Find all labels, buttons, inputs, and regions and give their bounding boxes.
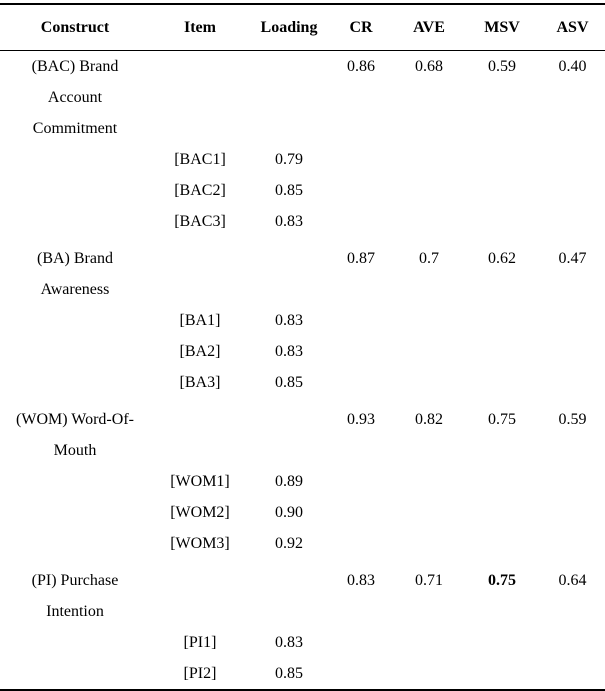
empty-cell — [328, 144, 394, 175]
item-code: [PI1] — [183, 634, 217, 651]
construct-name — [0, 398, 150, 466]
empty-cell — [150, 237, 250, 305]
item-row — [0, 206, 605, 237]
empty-cell — [464, 206, 540, 237]
empty-cell — [250, 51, 328, 145]
empty-cell — [464, 175, 540, 206]
empty-cell — [540, 175, 605, 206]
empty-cell — [328, 305, 394, 336]
empty-cell — [328, 497, 394, 528]
ave-value: 0.7 — [419, 250, 439, 267]
msv-value: 0.75 — [488, 411, 516, 428]
asv-value: 0.59 — [558, 411, 587, 428]
item-loading: 0.83 — [275, 343, 303, 360]
empty-cell — [0, 175, 150, 206]
ave-value: 0.71 — [415, 572, 443, 589]
item-row — [0, 528, 605, 559]
empty-cell — [328, 367, 394, 398]
construct-name-line: (BA) Brand — [37, 250, 113, 267]
empty-cell — [0, 336, 150, 367]
header-ave: AVE — [413, 18, 445, 36]
item-loading: 0.83 — [275, 312, 303, 329]
construct-name-line: Awareness — [40, 281, 110, 298]
empty-cell — [394, 175, 464, 206]
construct-name — [0, 559, 150, 627]
header-construct: Construct — [40, 18, 110, 36]
cr-value: 0.83 — [347, 572, 375, 589]
empty-cell — [540, 206, 605, 237]
empty-cell — [0, 466, 150, 497]
construct-name-line: (BAC) Brand — [31, 58, 119, 75]
construct-row — [0, 559, 605, 627]
item-row — [0, 305, 605, 336]
msv-value: 0.59 — [488, 58, 516, 75]
item-loading: 0.85 — [275, 374, 303, 391]
item-code: [PI2] — [183, 665, 217, 682]
item-loading: 0.89 — [275, 473, 303, 490]
empty-cell — [464, 367, 540, 398]
item-code: [WOM3] — [170, 535, 230, 552]
header-cr: CR — [349, 18, 373, 36]
empty-cell — [464, 144, 540, 175]
empty-cell — [0, 144, 150, 175]
item-code: [BAC2] — [174, 182, 226, 199]
construct-name-line: Commitment — [32, 120, 118, 137]
construct-name-line: (PI) Purchase — [31, 572, 119, 589]
header-loading: Loading — [260, 18, 318, 36]
empty-cell — [0, 497, 150, 528]
empty-cell — [464, 627, 540, 658]
empty-cell — [464, 336, 540, 367]
construct-row — [0, 237, 605, 305]
empty-cell — [540, 367, 605, 398]
item-code: [BA3] — [179, 374, 221, 391]
empty-cell — [540, 658, 605, 690]
header-item: Item — [184, 18, 216, 36]
table-body — [0, 51, 605, 691]
empty-cell — [328, 627, 394, 658]
empty-cell — [250, 559, 328, 627]
item-loading: 0.85 — [275, 182, 303, 199]
construct-name-line: Intention — [46, 603, 104, 620]
msv-value: 0.62 — [488, 250, 516, 267]
empty-cell — [394, 658, 464, 690]
cr-value: 0.93 — [347, 411, 375, 428]
empty-cell — [540, 497, 605, 528]
empty-cell — [540, 627, 605, 658]
item-loading: 0.83 — [275, 634, 303, 651]
item-loading: 0.85 — [275, 665, 303, 682]
empty-cell — [540, 528, 605, 559]
item-loading: 0.92 — [275, 535, 303, 552]
construct-name-line: Mouth — [53, 442, 97, 459]
item-code: [BA1] — [179, 312, 221, 329]
empty-cell — [540, 336, 605, 367]
empty-cell — [250, 398, 328, 466]
item-row — [0, 336, 605, 367]
asv-value: 0.47 — [558, 250, 587, 267]
empty-cell — [394, 367, 464, 398]
header-row — [0, 4, 605, 51]
ave-value: 0.82 — [415, 411, 443, 428]
item-code: [BAC3] — [174, 213, 226, 230]
item-row — [0, 175, 605, 206]
empty-cell — [150, 559, 250, 627]
validity-table — [0, 3, 605, 691]
empty-cell — [464, 466, 540, 497]
empty-cell — [540, 144, 605, 175]
empty-cell — [394, 497, 464, 528]
empty-cell — [328, 175, 394, 206]
empty-cell — [394, 206, 464, 237]
construct-name-line: Account — [47, 89, 103, 106]
item-loading: 0.83 — [275, 213, 303, 230]
msv-value: 0.75 — [488, 572, 516, 589]
item-row — [0, 658, 605, 690]
asv-value: 0.64 — [558, 572, 587, 589]
empty-cell — [0, 305, 150, 336]
construct-name — [0, 51, 150, 145]
empty-cell — [540, 305, 605, 336]
empty-cell — [0, 206, 150, 237]
empty-cell — [464, 497, 540, 528]
empty-cell — [394, 305, 464, 336]
empty-cell — [0, 367, 150, 398]
empty-cell — [464, 305, 540, 336]
construct-name-line: (WOM) Word-Of- — [16, 411, 134, 428]
empty-cell — [328, 528, 394, 559]
ave-value: 0.68 — [415, 58, 443, 75]
item-code: [BAC1] — [174, 151, 226, 168]
item-row — [0, 367, 605, 398]
empty-cell — [394, 144, 464, 175]
empty-cell — [150, 51, 250, 145]
construct-name — [0, 237, 150, 305]
empty-cell — [150, 398, 250, 466]
empty-cell — [394, 336, 464, 367]
item-row — [0, 627, 605, 658]
cr-value: 0.86 — [347, 58, 375, 75]
empty-cell — [328, 336, 394, 367]
asv-value: 0.40 — [558, 58, 587, 75]
item-code: [WOM2] — [170, 504, 230, 521]
item-loading: 0.90 — [275, 504, 303, 521]
item-row — [0, 144, 605, 175]
empty-cell — [328, 658, 394, 690]
item-code: [BA2] — [179, 343, 221, 360]
empty-cell — [394, 466, 464, 497]
empty-cell — [540, 466, 605, 497]
empty-cell — [464, 658, 540, 690]
construct-row — [0, 398, 605, 466]
item-code: [WOM1] — [170, 473, 230, 490]
empty-cell — [464, 528, 540, 559]
empty-cell — [0, 658, 150, 690]
empty-cell — [394, 627, 464, 658]
empty-cell — [328, 206, 394, 237]
item-row — [0, 466, 605, 497]
item-loading: 0.79 — [275, 151, 303, 168]
empty-cell — [250, 237, 328, 305]
empty-cell — [328, 466, 394, 497]
empty-cell — [394, 528, 464, 559]
empty-cell — [0, 528, 150, 559]
header-asv: ASV — [556, 18, 589, 36]
cr-value: 0.87 — [347, 250, 375, 267]
item-row — [0, 497, 605, 528]
construct-row — [0, 51, 605, 145]
header-msv: MSV — [484, 18, 520, 36]
empty-cell — [0, 627, 150, 658]
